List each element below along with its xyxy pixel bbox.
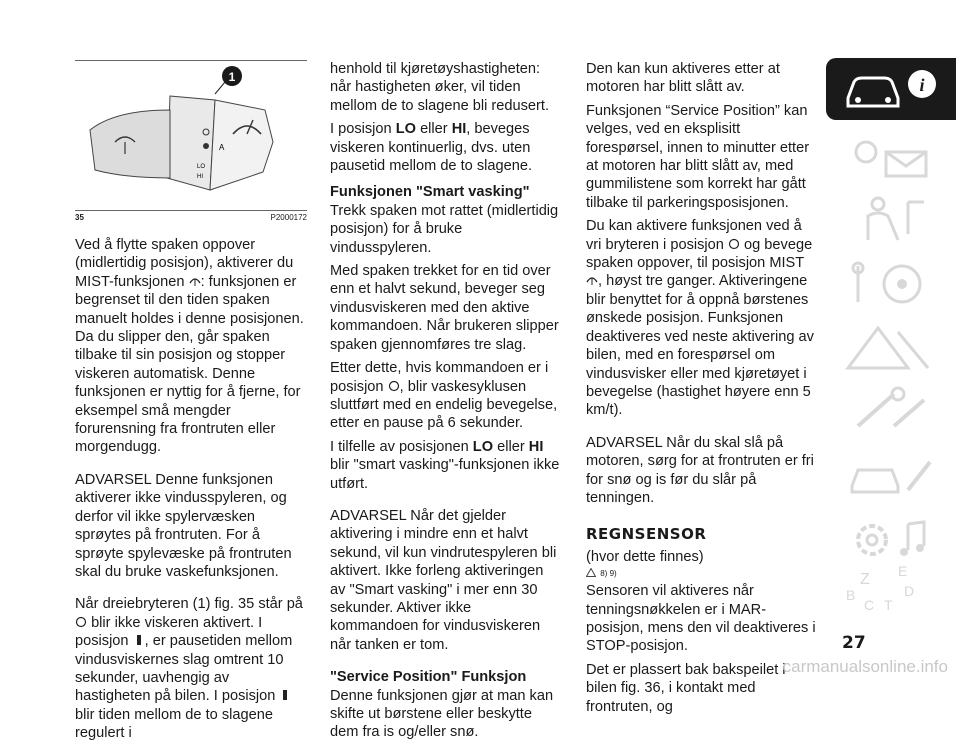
lo-label: LO	[472, 438, 494, 455]
paragraph: Funksjonen “Service Position” kan velges, ved en eksplisitt forespørsel, innen to minutter etter at motoren har blitt slått av, med gummilistene som korrekt har gått tilbake til parkeringsposisjonen.	[586, 102, 810, 211]
text-span: , høyst tre ganger. Aktiveringene blir benyttet for å oppnå børstenes ønskede posisjon. Funksjonen deaktiveres ved neste aktivering av bilen, med en forespørsel om vindusvisker eller med kjøretøyet i bevegelse (hastighet høyere enn 5 km/t).	[586, 273, 814, 419]
lever-label-hi: HI	[197, 174, 203, 180]
warning-paragraph: ADVARSEL Denne funksjonen aktiverer ikke vindusspyleren, og derfor vil ikke spylervæsken sprøytes på frontruten. For å sprøyte spylevæske på frontruten skal du bruke vaskefunksjonen.	[75, 471, 292, 580]
index-letter: D	[904, 583, 915, 599]
text-span: eller	[420, 121, 448, 138]
text-span: I posisjon	[330, 121, 392, 138]
callout-number: 1	[228, 70, 236, 84]
index-letter: T	[884, 597, 893, 613]
hi-label: HI	[528, 438, 544, 455]
text-span: eller	[497, 438, 525, 455]
text-span: I tilfelle av posisjonen	[330, 438, 469, 455]
off-position-icon	[388, 380, 400, 392]
warning-paragraph: ADVARSEL Når det gjelder aktivering i mindre enn et halvt sekund, vil kun vindrutespyleren bli aktivert. Ikke forleng aktiveringen av "Smart vasking" i mer enn 30 sekunder. Aktiver ikke kommandoen for vindusviskeren når tanken er tom.	[330, 507, 557, 653]
refs-label: 8) 9)	[600, 569, 617, 579]
text-span: , er pausetiden mellom vindusviskernes slag omtrent 10 sekunder, uavhengig av hastigheten på bilen. I posisjon	[75, 633, 293, 705]
car-wrench-icon	[838, 450, 948, 500]
text-span: blir ikke viskeren aktivert. I posisjon	[75, 614, 263, 650]
tab-maintenance[interactable]	[826, 444, 956, 506]
paragraph: henhold til kjøretøyshastigheten: når hastigheten øker, vil tiden mellom de to slagene bli redusert.	[330, 61, 550, 114]
off-position-icon	[75, 616, 87, 628]
paragraph: Den kan kun aktiveres etter at motoren har blitt slått av.	[586, 61, 780, 96]
index-letter: E	[898, 566, 908, 579]
text-span: Du kan aktivere funksjonen ved å vri bryteren i posisjon	[586, 218, 802, 253]
mist-icon	[189, 275, 201, 287]
warning-refs	[586, 566, 818, 582]
paragraph	[75, 595, 307, 742]
figure-caption	[75, 213, 307, 222]
sun-envelope-icon	[838, 130, 948, 180]
section-heading: "Service Position" Funksjon	[330, 669, 527, 686]
warning-road-icon	[838, 322, 948, 372]
index-letter: Z	[860, 571, 870, 588]
paragraph: Det er plassert bak bakspeilet i bilen fig. 36, i kontakt med frontruten, og	[586, 661, 786, 715]
tab-warning-lights[interactable]	[826, 316, 956, 378]
auto-position-icon	[279, 689, 291, 701]
text-span: blir tiden mellom de to slagene regulert i	[75, 706, 273, 742]
section-heading: REGNSENSOR	[586, 525, 707, 544]
wiper-lever-figure	[75, 60, 307, 210]
tab-car-info[interactable]	[826, 58, 956, 120]
index-letters-icon	[838, 566, 948, 626]
tab-index[interactable]	[826, 560, 956, 622]
paragraph	[330, 438, 562, 493]
text-column-2	[330, 60, 562, 747]
paragraph: Denne funksjonen gjør at man kan skifte ut børstene eller beskytte dem fra is og/eller snø.	[330, 687, 554, 741]
seatbelt-icon	[838, 194, 948, 244]
text-span: og bevege spaken oppover, til posisjon MIST	[586, 236, 813, 272]
tab-emergency[interactable]	[826, 380, 956, 442]
section-heading: Funksjonen "Smart vasking"	[330, 184, 530, 201]
text-span: : funksjonen er begrenset til den tiden spaken manuelt holdes i denne posisjonen. Da du slipper den, går spaken tilbake til sin posisjon og stopper viskeren automatisk. Denne funksjonen er nyttig for å fjerne, for eksempel små mengder forurensning fra frontruten eller morgendugg.	[75, 273, 304, 456]
lever-label-a: A	[219, 143, 225, 152]
figure-number: 35	[75, 213, 84, 222]
warning-paragraph: ADVARSEL Når du skal slå på motoren, sørg for at frontruten er fri for snø og is før du slår på tenningen.	[586, 434, 814, 506]
paragraph: Sensoren vil aktiveres når tenningsnøkkelen er i MAR-posisjon, mens den vil deaktiveres i STOP-posisjon.	[586, 583, 816, 655]
figure-code: P2000172	[270, 213, 307, 222]
warning-triangle-icon	[586, 568, 596, 577]
text-column-1	[75, 236, 307, 748]
off-position-icon	[728, 238, 740, 250]
interval-position-icon	[133, 634, 145, 646]
car-info-icon	[838, 64, 948, 114]
lever-label-lo: LO	[197, 164, 206, 170]
paragraph: (hvor dette finnes)	[586, 548, 704, 565]
text-span: , beveges viskeren kontinuerlig, dvs. uten pausetid mellom de to slagene.	[330, 121, 533, 175]
tab-starting-driving[interactable]	[826, 252, 956, 314]
index-letter: B	[846, 587, 856, 603]
paragraph: Trekk spaken mot rattet (midlertidig posisjon) for å bruke vindusspyleren.	[330, 202, 559, 256]
text-span: Ved å flytte spaken oppover (midlertidig posisjon), aktiverer du MIST-funksjonen	[75, 237, 294, 290]
text-span: , blir vaskesyklusen sluttført med en endelig bevegelse, etter en pause på 6 sekunder.	[330, 378, 558, 432]
figure-bottom-rule	[75, 210, 307, 211]
index-letter: C	[864, 597, 875, 613]
paragraph	[75, 236, 307, 457]
hi-label: HI	[451, 121, 467, 138]
text-column-3	[586, 60, 818, 721]
tab-dashboard-lights[interactable]	[826, 124, 956, 186]
paragraph	[586, 217, 818, 419]
text-span: Etter dette, hvis kommandoen er i posisjon	[330, 360, 549, 395]
text-span: blir "smart vasking"-funksjonen ikke utført.	[330, 457, 560, 492]
text-span: Når dreiebryteren (1) fig. 35 står på	[75, 596, 303, 613]
paragraph	[330, 359, 562, 433]
mist-icon	[586, 274, 598, 286]
key-steering-icon	[838, 258, 948, 308]
paragraph: Med spaken trekket for en tid over enn et halvt sekund, beveger seg vindusviskeren med den aktive kommandoen. Når brukeren slipper spaken gjennomføres tre slag.	[330, 263, 559, 353]
page-number: 27	[842, 633, 866, 653]
tab-safety[interactable]	[826, 188, 956, 250]
svg-text:i: i	[919, 75, 925, 95]
gear-music-icon	[838, 514, 948, 564]
lo-label: LO	[395, 121, 416, 138]
paragraph	[330, 120, 562, 175]
watermark: carmanualsonline.info	[782, 657, 948, 676]
tools-icon	[838, 386, 948, 436]
